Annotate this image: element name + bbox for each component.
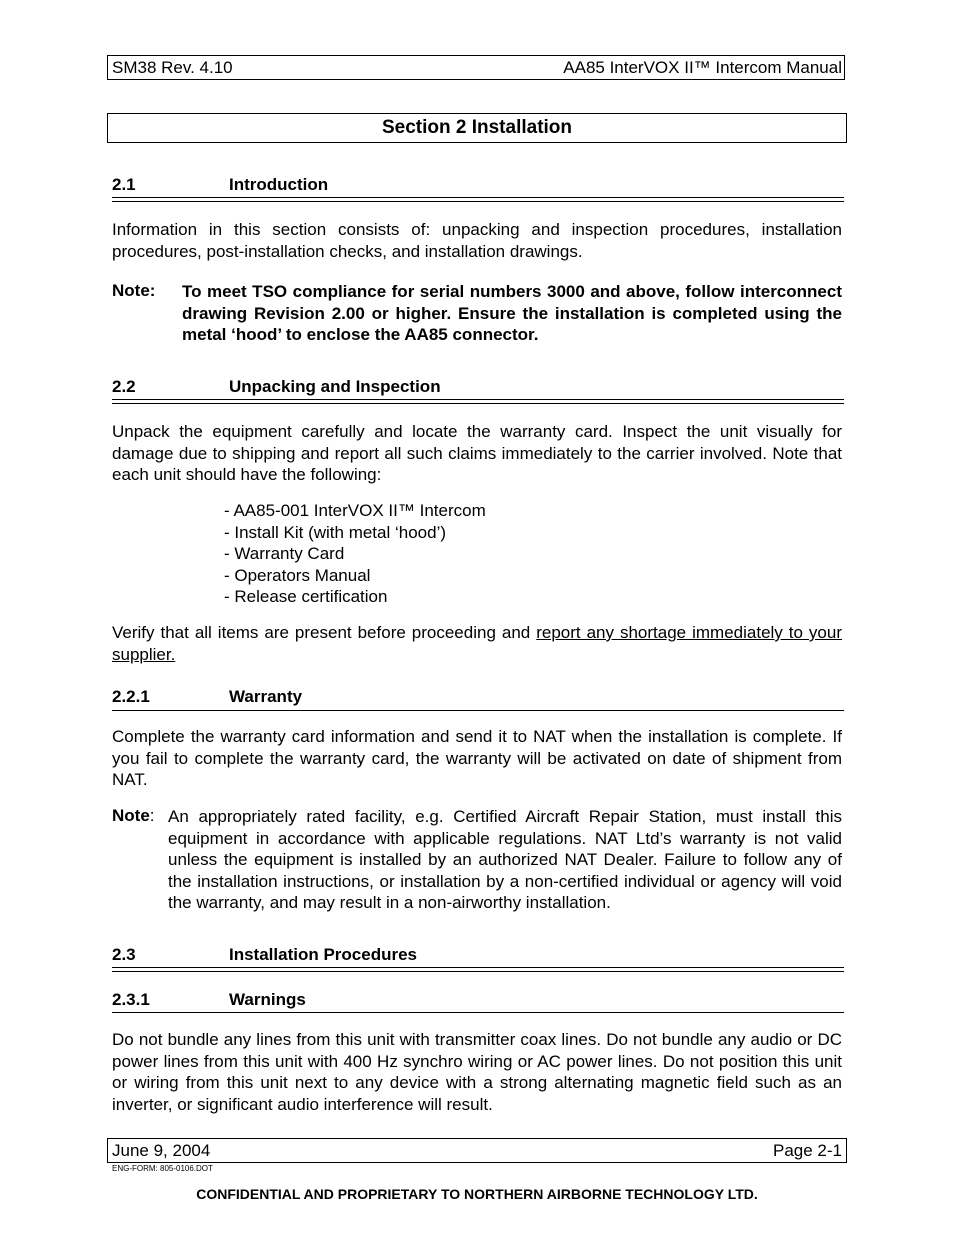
heading-rule: [112, 1012, 844, 1013]
warranty-note-label: [112, 806, 155, 826]
heading-rule: [112, 710, 844, 711]
page-footer: [107, 1138, 847, 1163]
page-number: Page 2-1: [773, 1141, 842, 1160]
list-item: - Release certification: [224, 587, 388, 606]
list-item: - AA85-001 InterVOX II™ Intercom: [224, 501, 486, 520]
heading-number: 2.3: [112, 945, 136, 964]
verify-underlined: report any shortage immediately to your supplier.: [112, 623, 842, 664]
heading-rule: [112, 967, 844, 972]
warnings-paragraph: Do not bundle any lines from this unit with transmitter coax lines. Do not bundle any audio or DC power lines from this unit with 400 Hz synchro wiring or AC power lines. Do not position this unit or wiring from this unit next to any device with a strong alternating magnetic field such as an inverter, or significant audio interference will result.: [112, 1030, 842, 1114]
section-title: Section 2 Installation: [107, 113, 847, 143]
tso-note: To meet TSO compliance for serial numbers 3000 and above, follow interconnect drawing Revision 2.00 or higher. Ensure the installation is completed using the metal ‘hood’ to enclose the AA85 connector.: [182, 282, 842, 344]
footer-date: June 9, 2004: [112, 1141, 211, 1160]
note-colon: :: [149, 806, 155, 825]
heading-2-3: [112, 945, 844, 965]
heading-title: Warnings: [229, 990, 306, 1009]
unpack-paragraph: Unpack the equipment carefully and locate the warranty card. Inspect the unit visually for damage due to shipping and report all such claims immediately to the carrier involved. Note that each unit should have the following:: [112, 422, 842, 484]
verify-paragraph: [112, 622, 842, 665]
doc-id: SM38 Rev. 4.10: [112, 58, 233, 77]
manual-title: AA85 InterVOX II™ Intercom Manual: [563, 58, 842, 77]
heading-title: Unpacking and Inspection: [229, 377, 441, 396]
note-label: Note: [112, 806, 150, 825]
form-id: ENG-FORM: 805-0106.DOT: [112, 1164, 213, 1173]
heading-2-2: [112, 377, 844, 397]
verify-text: Verify that all items are present before proceeding and: [112, 623, 537, 642]
list-item: - Install Kit (with metal ‘hood’): [224, 522, 447, 542]
warranty-paragraph: Complete the warranty card information and send it to NAT when the installation is complete. If you fail to complete the warranty card, the warranty will be activated on date of shipment from NAT.: [112, 727, 842, 789]
list-item: - Operators Manual: [224, 565, 371, 585]
heading-2-1: [112, 175, 844, 195]
heading-2-3-1: [112, 990, 844, 1010]
heading-number: 2.3.1: [112, 990, 150, 1009]
heading-rule: [112, 197, 844, 202]
heading-2-2-1: [112, 687, 844, 707]
list-item: - Warranty Card: [224, 544, 345, 563]
contents-list: [224, 500, 486, 608]
heading-number: 2.1: [112, 175, 136, 194]
heading-title: Warranty: [229, 687, 303, 706]
intro-paragraph: Information in this section consists of: unpacking and inspection procedures, installation procedures, post-installation checks, and installation drawings.: [112, 220, 842, 261]
warranty-note: An appropriately rated facility, e.g. Certified Aircraft Repair Station, must install this equipment in accordance with applicable regulations. NAT Ltd’s warranty is not valid unless the equipment is installed by an authorized NAT Dealer. Failure to follow any of the installation instructions, or installation by a non-certified individual or agency will void the warranty, and may result in a non-airworthy installation.: [168, 807, 842, 912]
confidential-notice: CONFIDENTIAL AND PROPRIETARY TO NORTHERN AIRBORNE TECHNOLOGY LTD.: [196, 1186, 758, 1202]
note-label: Note:: [112, 281, 156, 300]
heading-number: 2.2.1: [112, 687, 150, 706]
heading-number: 2.2: [112, 377, 136, 396]
heading-title: Introduction: [229, 175, 329, 194]
heading-title: Installation Procedures: [229, 945, 417, 964]
heading-rule: [112, 399, 844, 404]
